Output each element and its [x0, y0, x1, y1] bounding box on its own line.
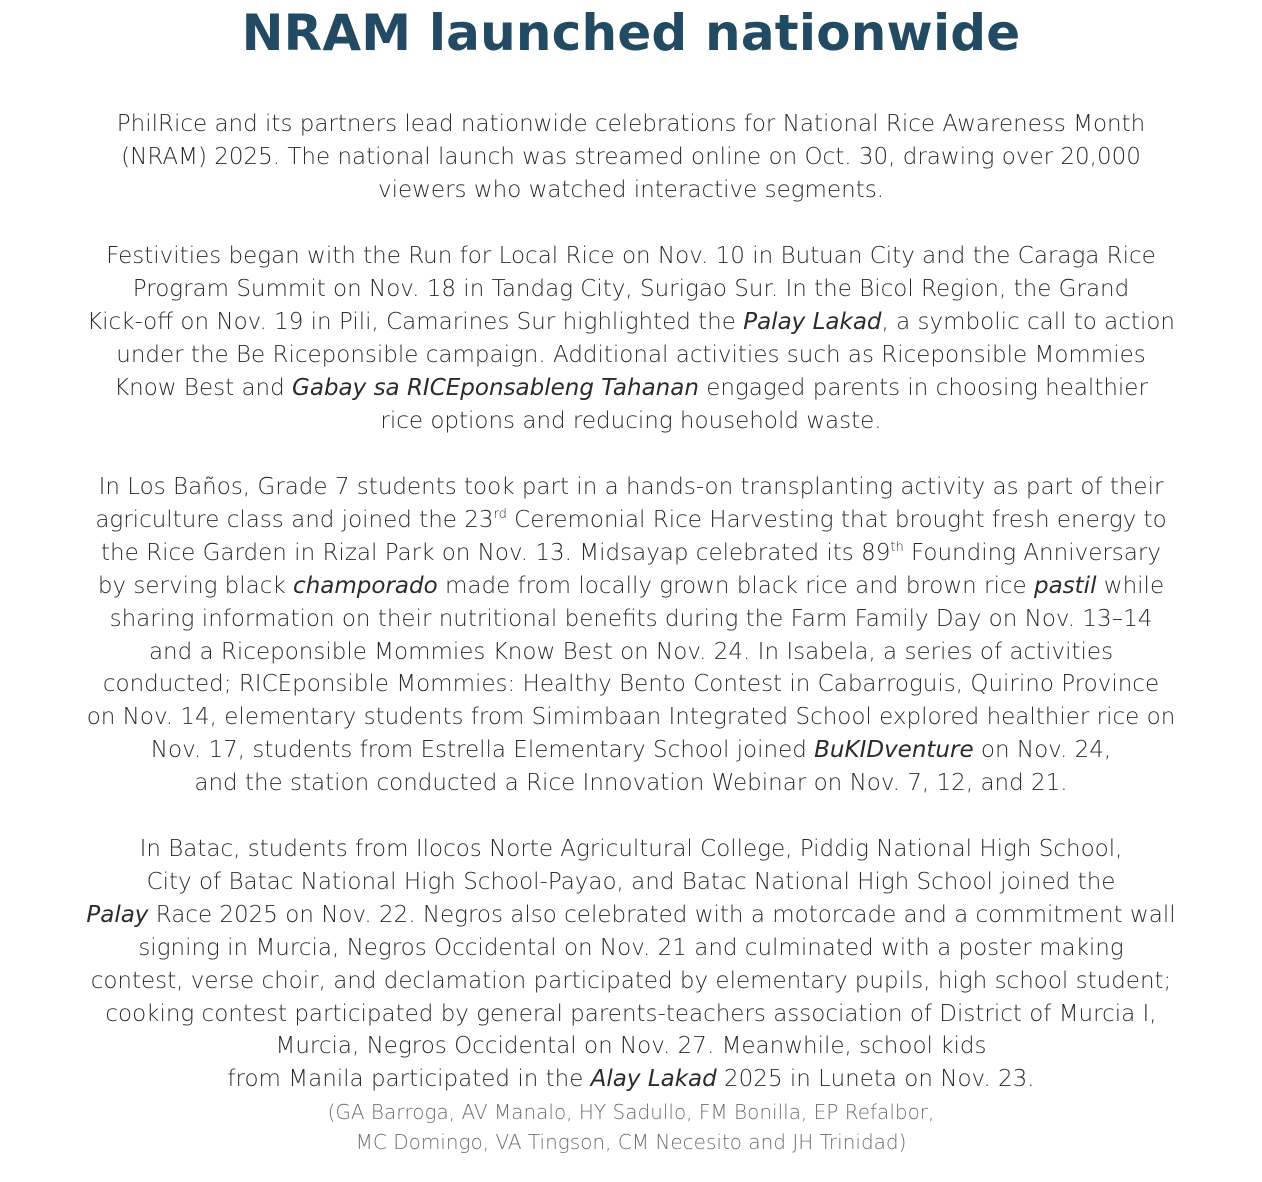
text-line	[0, 668, 1262, 701]
text-line	[0, 998, 1262, 1031]
text-run: , a symbolic call to action	[881, 308, 1175, 335]
text-run: under the Be Riceponsible campaign. Additional activities such as Riceponsible Mommies	[116, 341, 1146, 368]
text-line	[0, 701, 1262, 734]
text-line	[0, 1030, 1262, 1063]
text-run: MC Domingo, VA Tingson, CM Necesito and JH Trinidad)	[355, 1130, 907, 1154]
text-line	[0, 965, 1262, 998]
text-run: PhilRice and its partners lead nationwide celebrations for National Rice Awareness Month	[116, 111, 1146, 137]
text-line	[0, 932, 1262, 965]
text-run: from Manila participated in the	[227, 1066, 591, 1093]
text-run: conducted; RICEponsible Mommies: Healthy Bento Contest in Cabarroguis, Quirino Province	[102, 671, 1160, 698]
text-line	[0, 504, 1262, 537]
italic-term: Palay Lakad	[743, 308, 882, 335]
text-run: signing in Murcia, Negros Occidental on Nov. 21 and culminated with a poster making	[138, 934, 1124, 961]
text-run: Murcia, Negros Occidental on Nov. 27. Meanwhile, school kids	[275, 1033, 987, 1060]
text-line	[0, 1097, 1262, 1127]
text-line	[0, 1127, 1262, 1157]
text-line	[0, 636, 1262, 669]
text-run: and the station conducted a Rice Innovation Webinar on Nov. 7, 12, and 21.	[194, 770, 1068, 797]
text-run: Know Best and	[114, 374, 293, 401]
text-run: In Los Baños, Grade 7 students took part in a hands-on transplanting activity as part of their	[98, 474, 1164, 500]
text-line	[0, 866, 1262, 899]
text-line	[0, 108, 1262, 141]
text-run: engaged parents in choosing healthier	[698, 374, 1148, 401]
text-run: City of Batac National High School-Payao, and Batac National High School joined the	[146, 868, 1116, 895]
text-line	[0, 767, 1262, 800]
text-run: by serving black	[97, 572, 294, 599]
text-run: rice options and reducing household waste.	[380, 407, 882, 434]
text-run: Kick-off on Nov. 19 in Pili, Camarines Sur highlighted the	[87, 308, 744, 335]
text-run: In Batac, students from Ilocos Norte Agricultural College, Piddig National High School,	[139, 836, 1123, 862]
text-line	[0, 570, 1262, 603]
italic-term: champorado	[293, 572, 438, 599]
text-run: (NRAM) 2025. The national launch was streamed online on Oct. 30, drawing over 20,000	[121, 143, 1141, 170]
text-run: Founding Anniversary	[903, 539, 1161, 566]
text-run: on Nov. 14, elementary students from Simimbaan Integrated School explored healthier rice on	[86, 704, 1176, 731]
text-run: cooking contest participated by general parents-teachers association of District of Murcia I,	[105, 1000, 1157, 1027]
text-line	[0, 537, 1262, 570]
text-run: on Nov. 24,	[973, 737, 1112, 764]
italic-term: Alay Lakad	[590, 1066, 717, 1093]
paragraph-launch	[0, 108, 1262, 207]
italic-term: Gabay sa RICEponsableng Tahanan	[292, 374, 699, 401]
text-run: (GA Barroga, AV Manalo, HY Sadullo, FM Bonilla, EP Refalbor,	[327, 1100, 935, 1124]
text-run: Nov. 17, students from Estrella Elementary School joined	[150, 737, 815, 764]
author-credit	[0, 1097, 1262, 1157]
text-line	[0, 372, 1262, 405]
text-run: viewers who watched interactive segments.	[377, 176, 885, 203]
paragraph-batac	[0, 833, 1262, 1096]
text-line	[0, 141, 1262, 174]
text-line	[0, 174, 1262, 207]
text-line	[0, 273, 1262, 306]
text-run: agriculture class and joined the 23	[95, 506, 494, 533]
text-run: and a Riceponsible Mommies Know Best on Nov. 24. In Isabela, a series of activities	[148, 638, 1114, 665]
paragraph-festivities	[0, 240, 1262, 437]
article-title: NRAM launched nationwide	[241, 4, 1021, 62]
text-line	[0, 603, 1262, 636]
ordinal-suffix: th	[890, 539, 904, 555]
italic-term: Palay	[86, 901, 149, 928]
text-line	[0, 471, 1262, 504]
text-line	[0, 405, 1262, 438]
text-line	[0, 833, 1262, 866]
text-line	[0, 899, 1262, 932]
text-run: Race 2025 on Nov. 22. Negros also celebrated with a motorcade and a commitment wall	[148, 901, 1176, 928]
text-line	[0, 306, 1262, 339]
text-run: made from locally grown black rice and brown rice	[437, 572, 1034, 599]
text-line	[0, 240, 1262, 273]
text-run: 2025 in Luneta on Nov. 23.	[716, 1066, 1035, 1093]
text-run: Ceremonial Rice Harvesting that brought fresh energy to	[506, 506, 1167, 533]
text-line	[0, 1063, 1262, 1096]
italic-term: pastil	[1033, 572, 1097, 599]
text-run: the Rice Garden in Rizal Park on Nov. 13. Midsayap celebrated its 89	[101, 539, 891, 566]
text-run: Festivities began with the Run for Local Rice on Nov. 10 in Butuan City and the Caraga Rice	[106, 243, 1156, 269]
paragraph-los-banos	[0, 471, 1262, 800]
text-line	[0, 339, 1262, 372]
text-run: Program Summit on Nov. 18 in Tandag City, Surigao Sur. In the Bicol Region, the Grand	[132, 275, 1130, 302]
text-run: while	[1096, 572, 1165, 599]
text-run: contest, verse choir, and declamation participated by elementary pupils, high school student;	[90, 967, 1172, 994]
italic-term: BuKIDventure	[814, 737, 974, 764]
text-line	[0, 734, 1262, 767]
ordinal-suffix: rd	[493, 506, 507, 522]
text-run: sharing information on their nutritional benefits during the Farm Family Day on Nov. 13–14	[109, 605, 1153, 632]
